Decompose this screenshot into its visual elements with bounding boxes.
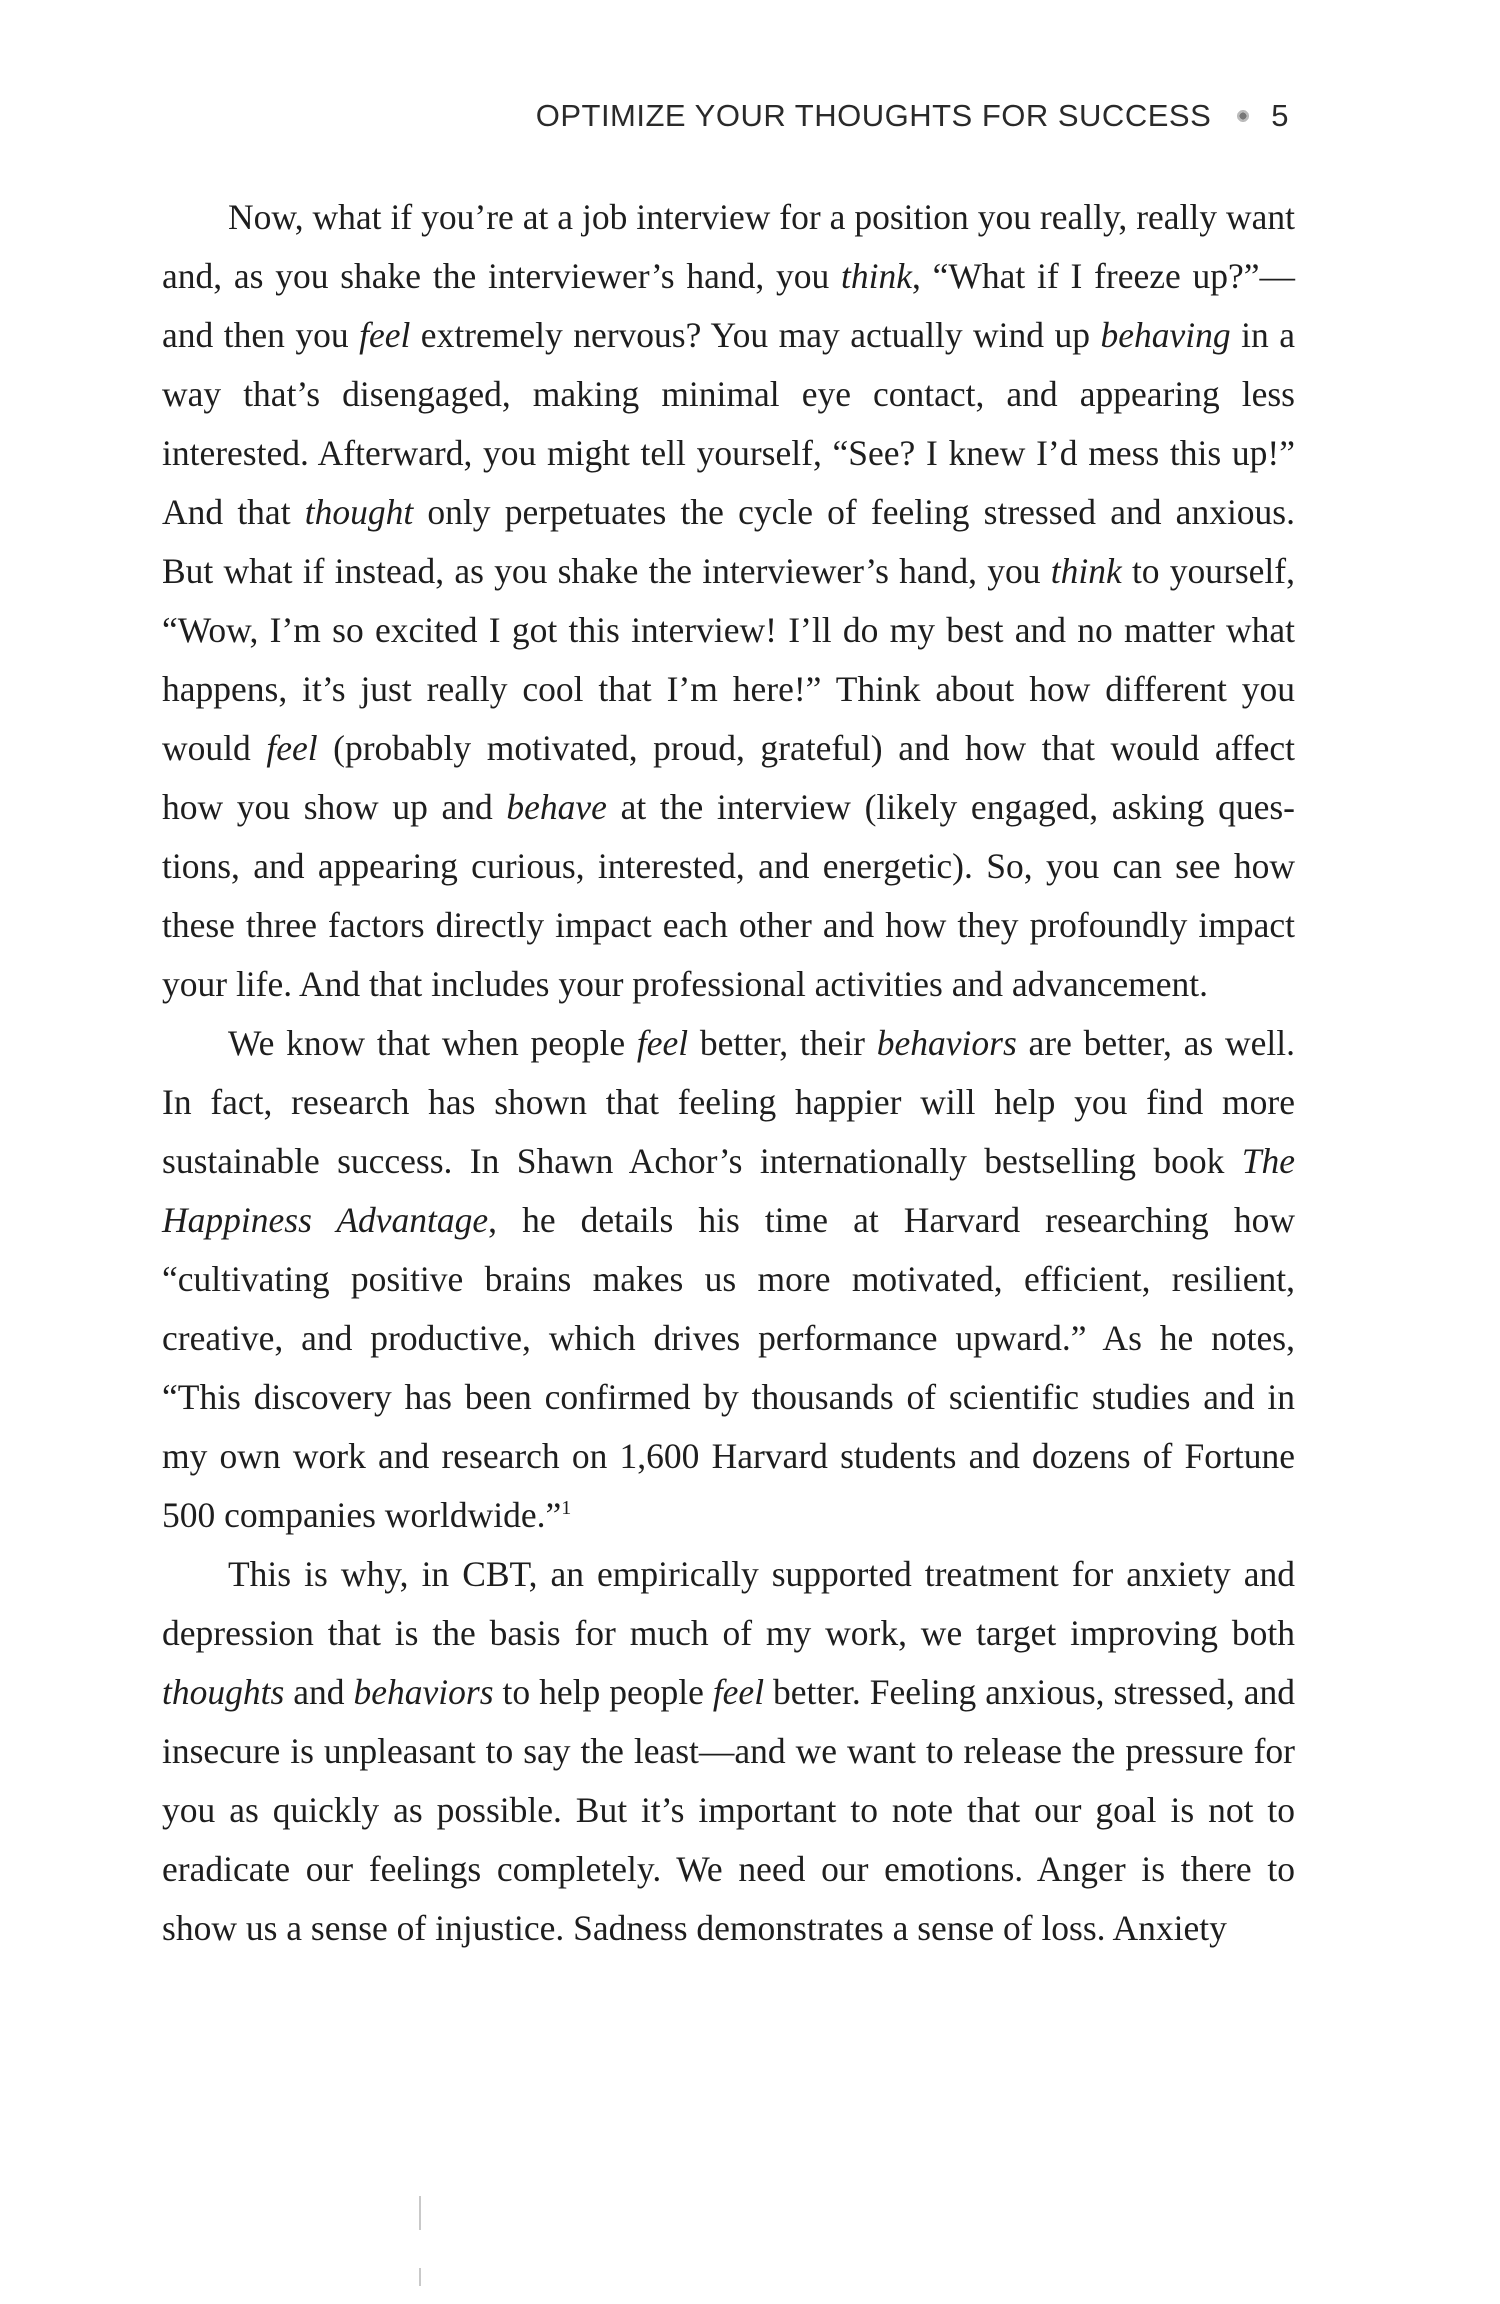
emphasis-text: behaviors — [353, 1672, 494, 1712]
emphasis-text: feel — [636, 1023, 689, 1063]
text-run: , he details his time at Harvard researching how “cultivating positive brains makes us more motivated, efficient, resilient, creative, and productive, which drives performance upward.” As he notes, “This discovery has been confirmed by thousands of scientific studies and in my own work and research on 1,600 Harvard students and dozens of Fortune 500 companies worldwide.” — [162, 1200, 1295, 1535]
emphasis-text: feel — [266, 728, 318, 768]
emphasis-text: think — [1050, 551, 1122, 591]
text-run: to yourself, “Wow, I’m so excited I got this interview! I’ll do my best and no matter what happens, it’s just really cool that I’m here!” Think about how different you would — [162, 551, 1295, 768]
paragraph — [162, 1014, 1295, 1545]
text-run: , “What if I freeze up?”—and then you — [162, 256, 1296, 355]
text-run: better. Feeling anxious, stressed, and insecure is unpleasant to say the least—and we want to release the pressure for you as quickly as possible. But it’s important to note that our goal is not to eradicate our feelings completely. We need our emotions. Anger is there to show us a sense of injustice. Sadness demonstrates a sense of loss. Anxiety — [162, 1672, 1296, 1948]
running-head-title: OPTIMIZE YOUR THOUGHTS FOR SUCCESS — [535, 98, 1212, 133]
scan-mark — [419, 2268, 421, 2286]
text-run: to help people — [493, 1672, 713, 1712]
emphasis-text: behave — [506, 787, 607, 827]
emphasis-text: feel — [359, 315, 411, 355]
text-run: We know that when people — [228, 1023, 637, 1063]
emphasis-text: thoughts — [162, 1672, 285, 1712]
text-run: and — [284, 1672, 354, 1712]
text-run: in a way that’s disengaged, making minimal eye contact, and appearing less interested. Afterward, you might tell yourself, “See? I knew I’d mess this up!” And that — [162, 315, 1295, 532]
text-run: are better, as well. In fact, research has shown that feeling happier will help you find more sustainable success. In Shawn Achor’s internationally bestselling book — [162, 1023, 1296, 1181]
scan-mark — [419, 2196, 421, 2230]
flower-ornament-icon — [1237, 110, 1249, 122]
emphasis-text: feel — [712, 1672, 765, 1712]
footnote-ref: 1 — [561, 1497, 572, 1520]
emphasis-text: think — [841, 256, 912, 296]
emphasis-text: The Happiness Advantage — [162, 1141, 1295, 1240]
text-run: Now, what if you’re at a job interview for a position you really, really want and, as you shake the interviewer’s hand, you — [162, 197, 1295, 296]
text-run: (probably motivated, proud, grateful) and how that would affect how you show up and — [162, 728, 1295, 827]
emphasis-text: thought — [304, 492, 414, 532]
paragraph — [162, 1545, 1295, 1958]
emphasis-text: behaviors — [876, 1023, 1017, 1063]
text-run: This is why, in CBT, an empirically supported treatment for anxiety and depression that is the basis for much of my work, we target improving both — [162, 1554, 1295, 1653]
paragraph — [162, 188, 1295, 1014]
page-number: 5 — [1271, 98, 1289, 133]
body-text — [162, 188, 1295, 1958]
text-run: extremely nervous? You may actually wind up — [410, 315, 1101, 355]
text-run: only perpetuates the cycle of feeling stressed and anxious. But what if instead, as you shake the interviewer’s hand, you — [162, 492, 1295, 591]
text-run: at the interview (likely engaged, asking questions, and appearing curious, interested, and energetic). So, you can see how these three factors directly impact each other and how they profoundly impact your life. And that includes your professional activities and advancement. — [162, 787, 1295, 1004]
emphasis-text: behaving — [1100, 315, 1231, 355]
text-run: better, their — [688, 1023, 877, 1063]
running-head — [536, 98, 1289, 134]
